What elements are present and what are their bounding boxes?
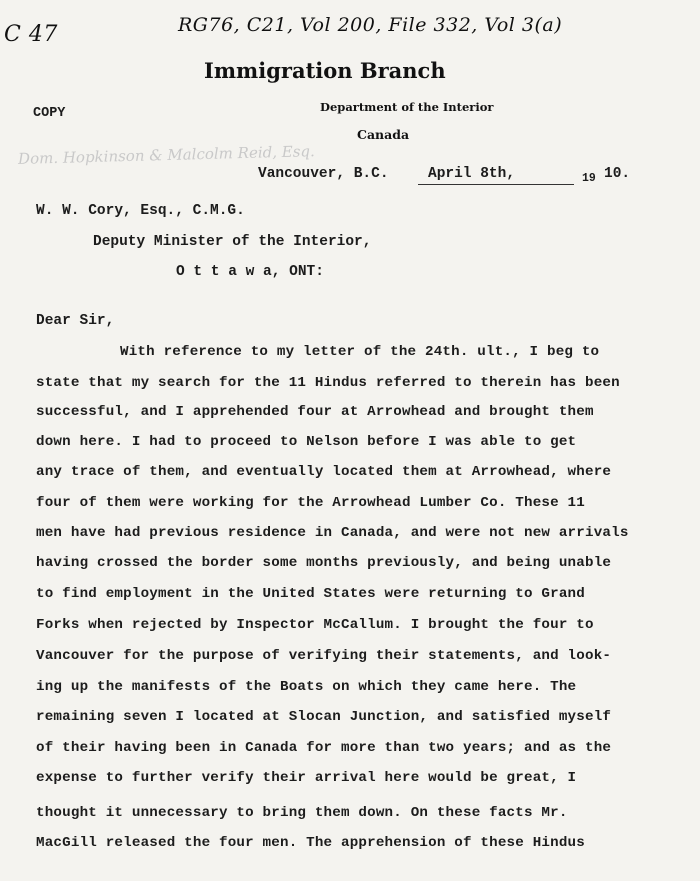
body-line: ing up the manifests of the Boats on which they came here. The (36, 679, 577, 695)
body-line: MacGill released the four men. The apprehension of these Hindus (36, 835, 585, 851)
body-line: remaining seven I located at Slocan Junction, and satisfied myself (36, 709, 612, 725)
dateline-year-prefix: 19 (582, 172, 596, 185)
addressee-city: O t t a w a, ONT: (176, 264, 324, 280)
body-line: Forks when rejected by Inspector McCallum. I brought the four to (36, 617, 594, 633)
dateline-date: April 8th, (428, 166, 516, 182)
body-line: of their having been in Canada for more than two years; and as the (36, 740, 612, 756)
body-line: to find employment in the United States were returning to Grand (36, 586, 585, 602)
body-line: four of them were working for the Arrowhead Lumber Co. These 11 (36, 495, 585, 511)
letterhead-department: Department of the Interior (320, 100, 494, 114)
archive-reference-note: RG76, C21, Vol 200, File 332, Vol 3(a) (178, 14, 563, 36)
body-line: expense to further verify their arrival here would be great, I (36, 770, 577, 786)
body-line: having crossed the border some months previously, and being unable (36, 555, 612, 571)
body-line: Vancouver for the purpose of verifying their statements, and look- (36, 648, 612, 664)
body-line: any trace of them, and eventually located them at Arrowhead, where (36, 464, 612, 480)
salutation: Dear Sir, (36, 313, 115, 329)
corner-handwritten-mark: C 47 (4, 22, 58, 47)
addressee-title: Deputy Minister of the Interior, (93, 234, 372, 250)
letterhead-branch: Immigration Branch (204, 58, 446, 83)
addressee-name: W. W. Cory, Esq., C.M.G. (36, 203, 245, 219)
faint-pencil-note: Dom. Hopkinson & Malcolm Reid, Esq. (17, 142, 315, 168)
body-line: down here. I had to proceed to Nelson before I was able to get (36, 434, 577, 450)
dateline-place: Vancouver, B.C. (258, 166, 389, 182)
copy-label: COPY (33, 106, 66, 121)
dateline-rule (418, 184, 574, 185)
body-line: With reference to my letter of the 24th. ult., I beg to (120, 344, 600, 360)
letterhead-country: Canada (357, 127, 410, 142)
body-line: successful, and I apprehended four at Arrowhead and brought them (36, 404, 594, 420)
body-line: state that my search for the 11 Hindus referred to therein has been (36, 375, 620, 391)
dateline-year-suffix: 10. (604, 166, 631, 182)
body-line: thought it unnecessary to bring them down. On these facts Mr. (36, 805, 568, 821)
body-line: men have had previous residence in Canada, and were not new arrivals (36, 525, 629, 541)
